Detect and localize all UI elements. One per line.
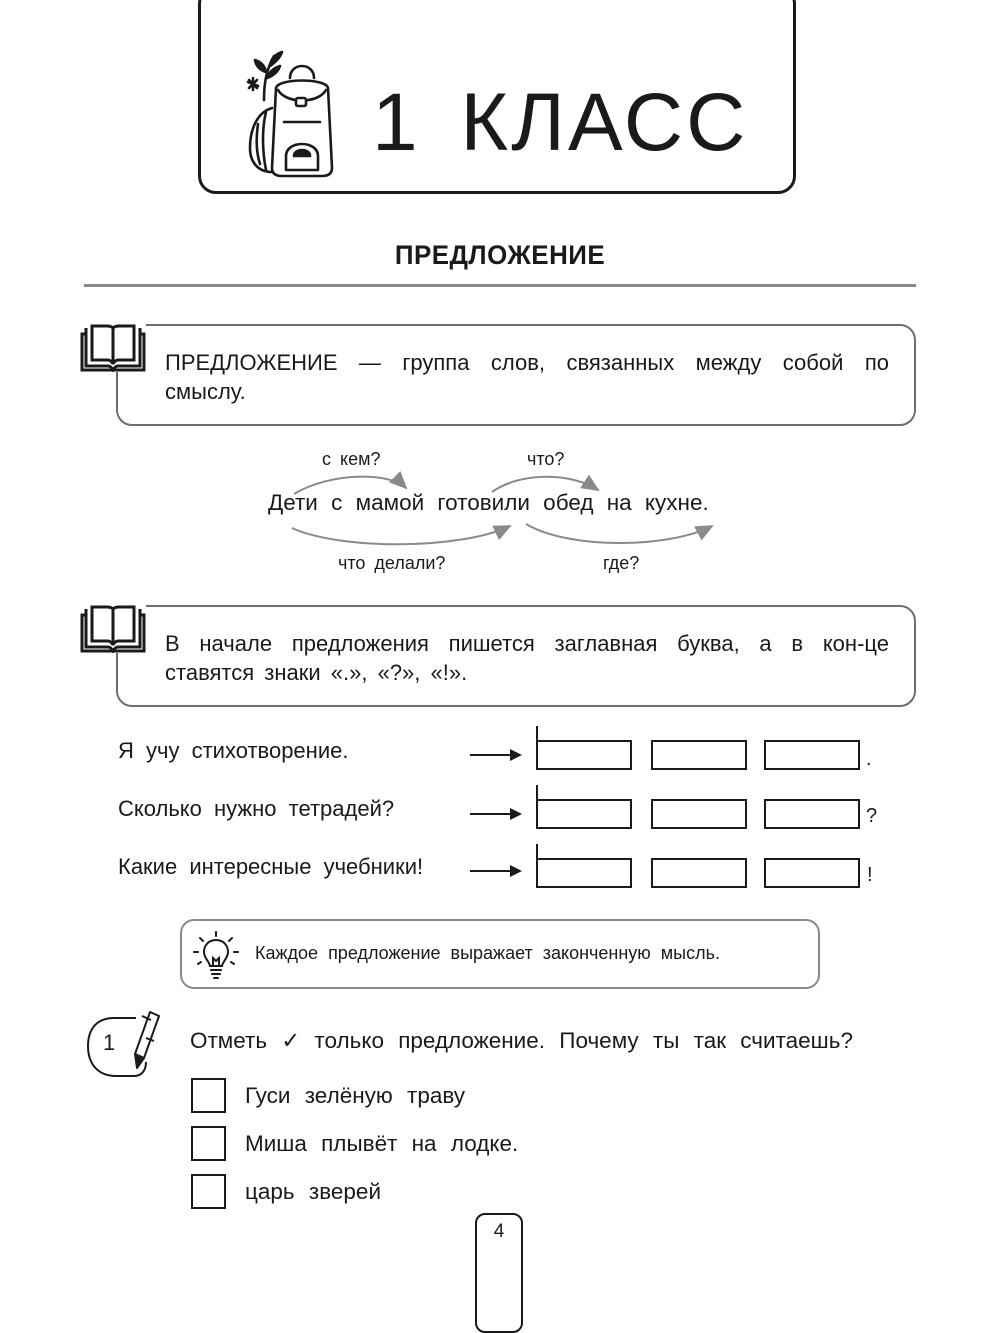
backpack-icon bbox=[236, 48, 346, 180]
word-slot bbox=[536, 740, 632, 770]
option-checkbox[interactable] bbox=[191, 1126, 226, 1161]
question-what-did: что делали? bbox=[338, 553, 446, 573]
arrow-right-icon bbox=[470, 807, 524, 821]
pencil-icon bbox=[132, 1008, 164, 1072]
option-label: царь зверей bbox=[245, 1179, 382, 1204]
scheme-sentence: Сколько нужно тетрадей? bbox=[118, 796, 395, 821]
section-divider bbox=[84, 284, 916, 287]
word-slot bbox=[764, 740, 860, 770]
arrow-what-did bbox=[292, 526, 510, 544]
open-book-icon bbox=[80, 322, 146, 372]
section-title: ПРЕДЛОЖЕНИЕ bbox=[394, 240, 606, 270]
question-with-whom: с кем? bbox=[322, 449, 381, 469]
option-checkbox[interactable] bbox=[191, 1174, 226, 1209]
word-slot bbox=[651, 740, 747, 770]
end-mark: . bbox=[866, 748, 872, 770]
scheme-sentence: Какие интересные учебники! bbox=[118, 854, 424, 879]
question-where: где? bbox=[603, 553, 640, 573]
arrow-where bbox=[526, 524, 712, 543]
scheme-sentence: Я учу стихотворение. bbox=[118, 738, 349, 763]
arrow-right-icon bbox=[470, 748, 524, 762]
lightbulb-icon bbox=[190, 930, 242, 982]
option-label: Миша плывёт на лодке. bbox=[245, 1131, 519, 1156]
grade-title: 1 КЛАСС bbox=[372, 77, 749, 168]
end-mark: ? bbox=[866, 805, 878, 827]
arrow-right-icon bbox=[470, 864, 524, 878]
rule-text: В начале предложения пишется заглавная буква, а в кон-це ставятся знаки «.», «?», «!». bbox=[165, 631, 889, 685]
tip-text: Каждое предложение выражает законченную мысль. bbox=[255, 943, 720, 963]
option-checkbox[interactable] bbox=[191, 1078, 226, 1113]
page-number: 4 bbox=[493, 1221, 505, 1242]
option-label: Гуси зелёную траву bbox=[245, 1083, 466, 1108]
task-text: Отметь ✓ только предложение. Почему ты так считаешь? bbox=[190, 1028, 853, 1053]
definition-text: ПРЕДЛОЖЕНИЕ — группа слов, связанных между собой по смыслу. bbox=[165, 350, 889, 404]
word-slot bbox=[536, 858, 632, 888]
word-slot bbox=[764, 858, 860, 888]
word-slot bbox=[651, 858, 747, 888]
example-sentence: Дети с мамой готовили обед на кухне. bbox=[268, 490, 709, 515]
task-number: 1 bbox=[103, 1030, 116, 1055]
open-book-icon bbox=[80, 603, 146, 653]
word-slot bbox=[651, 799, 747, 829]
word-slot bbox=[764, 799, 860, 829]
question-what: что? bbox=[527, 449, 565, 469]
word-slot bbox=[536, 799, 632, 829]
end-mark: ! bbox=[867, 864, 873, 886]
